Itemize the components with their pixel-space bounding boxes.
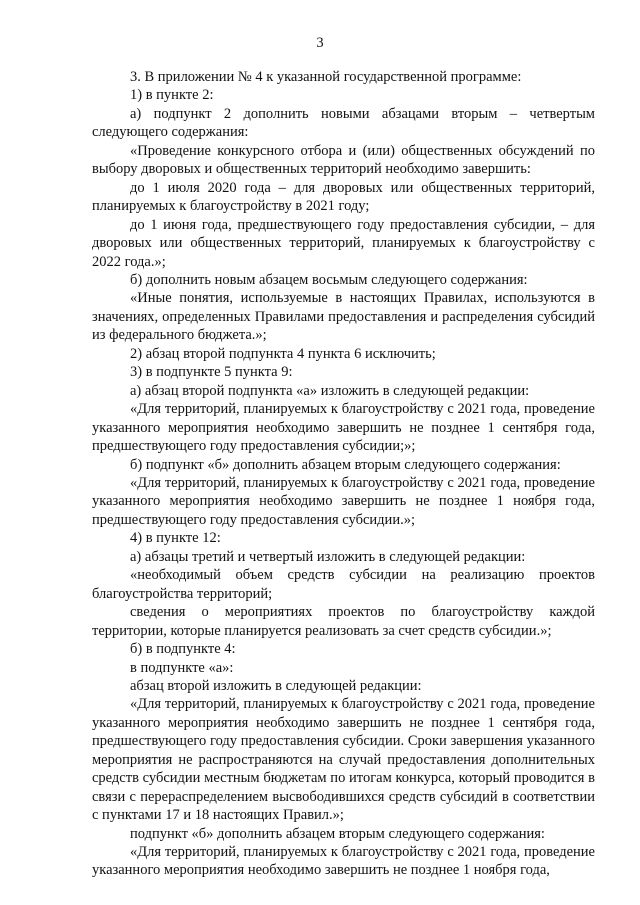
paragraph-23: подпункт «б» дополнить абзацем вторым следующего содержания:: [130, 825, 545, 842]
paragraph-17: «необходимый объем средств субсидии на реализацию проектов благоустройства территорий;: [92, 567, 595, 602]
paragraph-1: 3. В приложении № 4 к указанной государственной программе:: [130, 69, 522, 85]
paragraph-18: сведения о мероприятиях проектов по благоустройству каждой территории, которые планируется реализовать за счет средств субсидии.»;: [92, 604, 595, 639]
paragraph-20: в подпункте «а»:: [130, 659, 234, 676]
paragraph-5: до 1 июля 2020 года – для дворовых или общественных территорий, планируемых к благоустройству в 2021 году;: [92, 179, 595, 215]
paragraph-19: б) в подпункте 4:: [130, 641, 236, 658]
paragraph-9: 2) абзац второй подпункта 4 пункта 6 исключить;: [130, 345, 436, 362]
paragraph-13: б) подпункт «б» дополнить абзацем вторым следующего содержания:: [130, 456, 561, 473]
paragraph-22: «Для территорий, планируемых к благоустройству с 2021 года, проведение указанного мероприятия необходимо завершить не позднее 1 сентября года, предшествующего году предоставления субсидии. Сроки завершения указанного мероприятия не распространяются на случай предоставления дополнительных средств субсидии местным бюджетам по итогам конкурса, который проводится в связи с перераспределением высвободившихся средств субсидий в соответствии с пунктами 17 и 18 настоящих Правил.»;: [92, 696, 595, 824]
paragraph-21: абзац второй изложить в следующей редакции:: [130, 677, 422, 694]
paragraph-3: а) подпункт 2 дополнить новыми абзацами вторым – четвертым следующего содержания:: [92, 105, 595, 141]
paragraph-10: 3) в подпункте 5 пункта 9:: [130, 364, 293, 381]
paragraph-6: до 1 июня года, предшествующего году предоставления субсидии, – для дворовых или общественных территорий, планируемых к благоустройству с 2022 года.»;: [92, 216, 595, 270]
paragraph-2: 1) в пункте 2:: [130, 87, 214, 104]
paragraph-7: б) дополнить новым абзацем восьмым следующего содержания:: [130, 271, 528, 288]
page-number: 3: [316, 35, 324, 51]
paragraph-16: а) абзацы третий и четвертый изложить в следующей редакции:: [130, 548, 526, 565]
paragraph-14: «Для территорий, планируемых к благоустройству с 2021 года, проведение указанного мероприятия необходимо завершить не позднее 1 ноября года, предшествующего году предоставления субсидии.»;: [92, 474, 595, 528]
paragraph-4: «Проведение конкурсного отбора и (или) общественных обсуждений по выбору дворовых и общественных территорий необходимо завершить:: [92, 142, 595, 178]
paragraph-15: 4) в пункте 12:: [130, 530, 221, 547]
paragraph-11: а) абзац второй подпункта «а» изложить в следующей редакции:: [130, 382, 530, 399]
paragraph-24: «Для территорий, планируемых к благоустройству с 2021 года, проведение указанного мероприятия необходимо завершить не позднее 1 ноября года,: [92, 844, 595, 879]
document-body: [92, 68, 595, 880]
paragraph-8: «Иные понятия, используемые в настоящих Правилах, используются в значениях, определенных Правилами предоставления и распределения субсидий из федерального бюджета.»;: [92, 290, 595, 344]
paragraph-12: «Для территорий, планируемых к благоустройству с 2021 года, проведение указанного мероприятия необходимо завершить не позднее 1 сентября года, предшествующего году предоставления субсидии;»;: [92, 401, 595, 455]
